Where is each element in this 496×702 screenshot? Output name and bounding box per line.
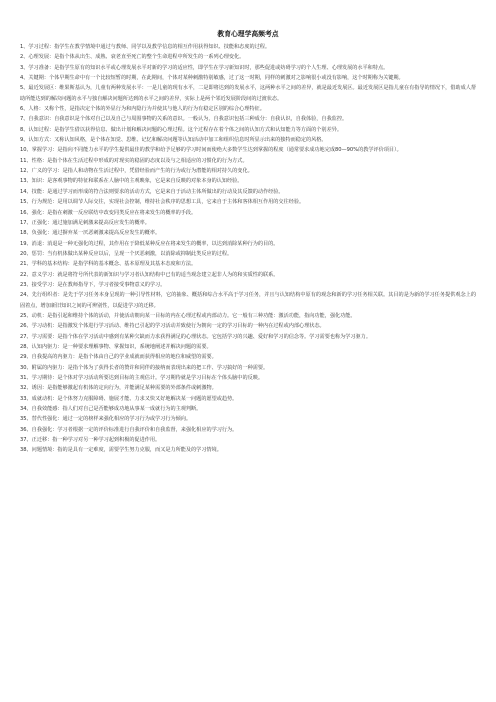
definition-item: 27、学习需要：是指个体在学习活动中感到有某种欠缺而力求获得满足的心理状态。它包括学习的兴趣、爱好和学习的信念等。学习需要也称为学习驱力。	[20, 333, 371, 340]
definition-item: 5、最近发展区：维果斯基认为，儿童有两种发展水平：一是儿童的现有水平，二是即将达到的发展水平，这两种水平之间的差异，就是最近发展区。最近发展区是指儿童在有指导的情况下，借助成人帮助所能达到的解决问题的水平与独自解决问题所达到的水平之间的差异，实际上是两个邻近发展阶段间的过渡状态。	[20, 85, 476, 102]
document-title: 教育心理学高频考点	[217, 30, 279, 38]
definition-item: 9、认知方式：又称认知风格，是个体在知觉、思维、记忆和解决问题等认知活动中加工和组织信息时所显示出来的独特而稳定的风格。	[20, 137, 327, 144]
definition-item: 32、诱因：是指能够激起有机体的定向行为，并能满足某种需要的外部条件或刺激物。	[20, 385, 217, 392]
definition-item: 23、接受学习：是在教师指导下，学习者接受事物意义的学习。	[20, 281, 166, 288]
definition-item: 18、负强化：通过摒弃某一厌恶刺激来提高反应发生的概率。	[20, 230, 161, 237]
definition-item: 1、学习过程：指学生在教学情境中通过与教师、同学以及教学信息的相互作用获得知识、技能和态度的过程。	[20, 44, 271, 50]
definition-item: 21、学科的基本结构：是指学科的基本概念、基本原理及其基本态度和方法。	[20, 261, 197, 268]
definition-item: 16、强化：是指在刺激一反应联结中改变同类反应在将来发生的概率的手段。	[20, 209, 197, 216]
definition-item: 30、附属的内驱力：是指个体为了获得长者的赞许和同伴的接纳而表现出来的把工作、学习搞好的一种需要。	[20, 364, 269, 371]
definition-item: 38、问题情境：指的是具有一定难度，需要学生努力克服，而又是力所能及的学习情境。	[20, 447, 222, 454]
document-body	[20, 42, 476, 456]
definition-item: 12、广义的学习：是指人和动物在生活过程中，凭借经验而产生的行为或行为潜能的相对持久的变化。	[20, 168, 253, 175]
definition-item: 25、动机：是指引起和维持个体的活动，并使活动朝向某一目标的内在心理过程或内部动力。它一般有三种功能：激活功能，指向功能，强化功能。	[20, 312, 356, 319]
definition-item: 13、知识：是客观事物的特征和联系在人脑中的主观映象，它是来自反映的对象本身的认知经验。	[20, 178, 243, 185]
definition-item: 2、心理发展：是指个体从出生、成熟、衰老直至死亡的整个生命进程中所发生的一系列心理变化。	[20, 54, 245, 61]
definition-item: 36、自我强化：学习者根据一定的评价标准进行自我评价和自我监督，来强化相应的学习行为。	[20, 426, 238, 433]
definition-item: 37、正迁移：指一种学习对另一种学习起到积极的促进作用。	[20, 437, 161, 444]
definition-item: 29、自我提高的内驱力：是指个体由自己的学业成就而获得相应的地位和威望的需要。	[20, 354, 217, 361]
definition-item: 26、学习动机：是指激发个体进行学习活动、维持已引起的学习活动并致使行为朝向一定的学习目标的一种内在过程或内部心理状态。	[20, 323, 325, 330]
definition-item: 19、消退：消退是一种无强化的过程，其作用在于降低某种反应在将来发生的概率，以达到消除某种行为的目的。	[20, 240, 279, 247]
definition-item: 3、学习准备：是指学生原有的知识水平或心理发展水平对新的学习的适应性，即学生在学习新知识时，那些促进或妨碍学习的个人生理、心理发展的水平和特点。	[20, 64, 389, 71]
definition-item: 15、行为规范：是用以调节人际交往，实现社会控制，维持社会秩序的思想工具，它来自于主体和客体相互作用的交往经验。	[20, 199, 305, 206]
definition-item: 10、掌握学习：是指向不同能力水平的学生提供最佳的教学和给予足够的学习时间而使绝大多数学生达到掌握的程度（通常要求成功地完成80—90%的教学评价项目）。	[20, 147, 402, 154]
definition-item: 17、正强化：通过施加满足刺激来提高反应发生的概率。	[20, 219, 150, 226]
definition-item: 7、自我意识：自我意识是个体对自己以及自己与周围事物的关系的意识。一般认为，自我意识包括三种成分：自我认识，自我体验，自我监控。	[20, 116, 348, 123]
definition-item: 6、人格：又称个性，是指决定个体的外显行为和内隐行为并使其与他人的行为有稳定区别的综合心理特征。	[20, 106, 265, 113]
definition-item: 11、性格：是指个体在生活过程中形成的对现实的稳固的态度以及与之相适应的习惯化的行为方式。	[20, 157, 248, 164]
definition-item: 14、技能：是通过学习而形成的符合法则要求的活动方式，它是来自于活动主体所做出的行动及其反馈的动作经验。	[20, 188, 284, 195]
definition-item: 35、替代性强化：通过一定的榜样来强化相应的学习行为或学习行为倾向。	[20, 416, 192, 423]
definition-item: 31、学习期待：是个体对学习活动所要达到目标的主观估计。学习期待就是学习目标在个体头脑中的反映。	[20, 375, 264, 381]
definition-item: 8、认知过程：是指学生借以获得信息、做出计划和解决问题的心理过程。这个过程存在着个体之间的认知方式和认知能力等方面的个别差异。	[20, 126, 342, 133]
definition-item: 22、意义学习：就是将符号所代表的新知识与学习者认知结构中已有的适当观念建立起非人为的和实质性的联系。	[20, 271, 279, 278]
definition-item: 28、认知内驱力：是一种要求理解事物、掌握知识，系统地阐述并解决问题的需要。	[20, 343, 212, 350]
definition-item: 4、关键期：个体早期生命中有一个比较短暂的时期，在此期间，个体对某种刺激特别敏感，过了这一时期，同样的刺激对之影响很小或没有影响，这个时期称为关键期。	[20, 75, 404, 82]
definition-item: 34、自我效能感：指人们对自己是否能够成功地从事某一成就行为的主观判断。	[20, 406, 202, 413]
definition-item: 33、成就动机：是个体努力克服障碍、施展才能、力求又快又好地解决某一问题的愿望或趋势。	[20, 395, 238, 402]
definition-item: 20、惩罚：当有机体做出某种反应以后，呈现一个厌恶刺激，以消除或抑制此类反应的过程。	[20, 250, 233, 257]
definition-item: 24、先行组织者：是先于学习任务本身呈现的一种引导性材料，它的抽象、概括和综合水平高于学习任务，并且与认知结构中原有的观念和新的学习任务相关联。其目的是为新的学习任务提供观念上的固着点，增加新旧知识之间的可辨别性，以促进学习的迁移。	[20, 292, 476, 309]
